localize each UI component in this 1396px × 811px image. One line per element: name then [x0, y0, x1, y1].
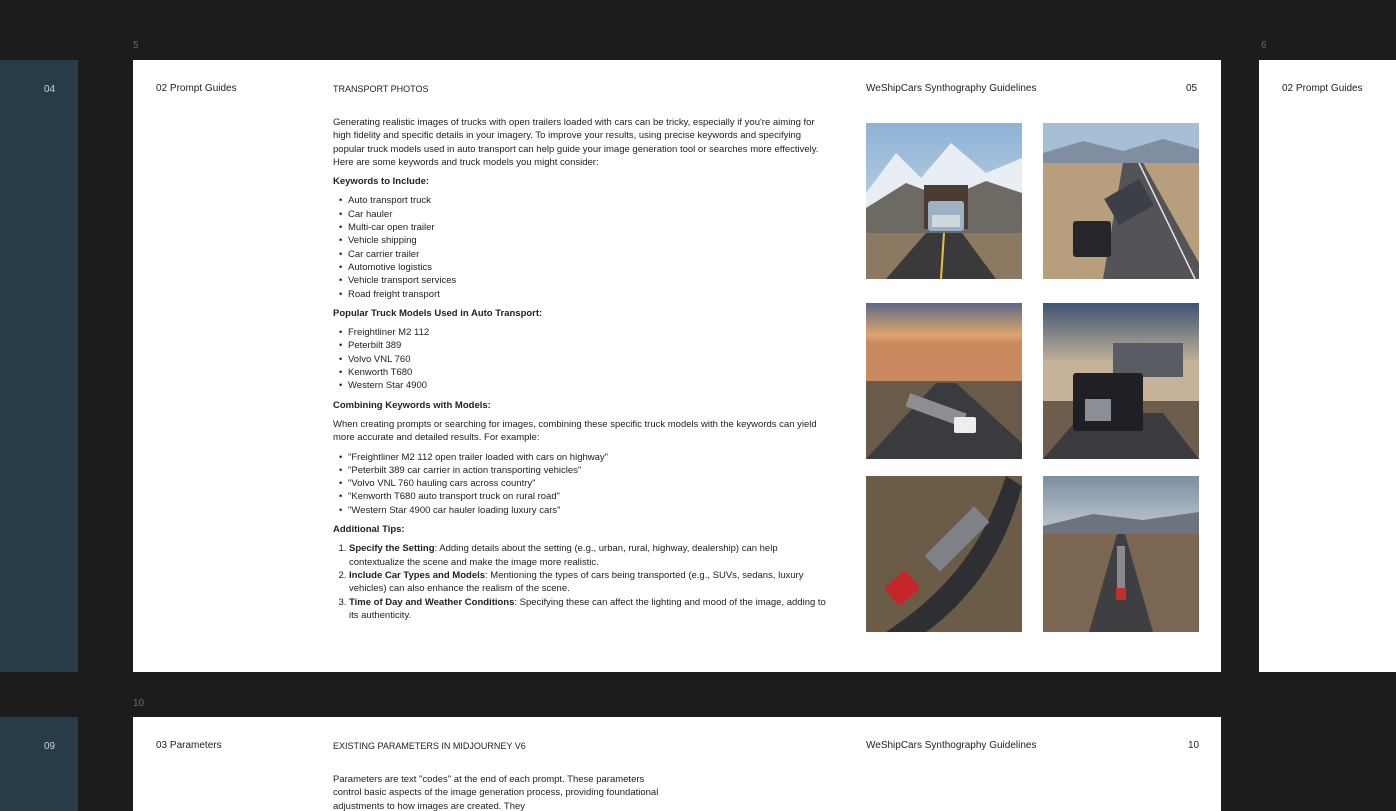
list-item: • "Volvo VNL 760 hauling cars across country" [339, 477, 833, 490]
tip-item [349, 569, 833, 596]
list-item: • Freightliner M2 112 [339, 326, 833, 339]
tip-item [349, 542, 833, 569]
truck-photo-snowy-mountains[interactable] [866, 123, 1022, 279]
tip-text: : Adding details about the setting (e.g., urban, rural, highway, dealership) can help contextualize the scene and make the image more realistic. [349, 543, 778, 568]
tip-text: : Specifying these can affect the lighting and mood of the image, adding to its authenticity. [349, 596, 826, 621]
list-item: • Western Star 4900 [339, 379, 833, 392]
truck-photo-dusk-black-truck[interactable] [1043, 303, 1199, 459]
list-item: • Vehicle shipping [339, 234, 833, 247]
models-heading: Popular Truck Models Used in Auto Transport: [333, 307, 543, 319]
keywords-list [339, 194, 833, 300]
tip-text: : Mentioning the types of cars being transported (e.g., SUVs, sedans, luxury vehicles) can also enhance the realism of the scene. [349, 569, 804, 595]
prev-page-panel-09[interactable] [0, 717, 78, 811]
tip-title: Include Car Types and Models [349, 569, 486, 581]
truck-photo-red-truck-curve[interactable] [866, 476, 1022, 632]
list-item: • "Western Star 4900 car hauler loading luxury cars" [339, 504, 833, 517]
tip-item [349, 596, 833, 623]
frame-number-6: 6 [1261, 40, 1267, 51]
tip-title: Specify the Setting [349, 543, 435, 555]
brand-label: WeShipCars Synthography Guidelines [866, 740, 1037, 751]
models-list [339, 326, 833, 392]
list-item: • "Kenworth T680 auto transport truck on rural road" [339, 490, 833, 503]
truck-photo-desert-highway[interactable] [1043, 123, 1199, 279]
truck-photo-sunset-road[interactable] [866, 303, 1022, 459]
page-number: 10 [1188, 740, 1200, 751]
page-06[interactable] [1259, 60, 1396, 672]
page-05[interactable] [133, 60, 1221, 672]
examples-list [339, 451, 833, 517]
page-number: 05 [1186, 83, 1198, 94]
prev-page-number: 04 [44, 84, 56, 95]
section-label: 02 Prompt Guides [156, 83, 237, 94]
tips-heading: Additional Tips: [333, 524, 405, 536]
list-item: • Automotive logistics [339, 261, 833, 274]
prev-page-panel-04[interactable] [0, 60, 78, 672]
page-title: TRANSPORT PHOTOS [333, 84, 429, 94]
tips-list [349, 542, 833, 622]
intro-paragraph: Parameters are text "codes" at the end of each prompt. These parameters control basic aspects of the image generation process, providing foundational adjustments to how images are created. They [333, 774, 659, 811]
section-label: 03 Parameters [156, 740, 222, 751]
list-item: • Car hauler [339, 208, 833, 221]
list-item: • Multi-car open trailer [339, 221, 833, 234]
intro-paragraph: Generating realistic images of trucks with open trailers loaded with cars can be tricky, especially if you're aiming for high fidelity and specific details in your imagery. To improve your results, using precise keywords and specifying popular truck models used in auto transport can help guide your image generation tool or searches more effectively. Here are some keywords and truck models you might consider: [333, 117, 819, 168]
prev-page-number: 09 [44, 741, 56, 752]
brand-label: WeShipCars Synthography Guidelines [866, 83, 1037, 94]
list-item: • Kenworth T680 [339, 366, 833, 379]
list-item: • Peterbilt 389 [339, 339, 833, 352]
list-item: • Auto transport truck [339, 194, 833, 207]
frame-number-10: 10 [133, 698, 145, 709]
list-item: • "Peterbilt 389 car carrier in action transporting vehicles" [339, 464, 833, 477]
combining-paragraph: When creating prompts or searching for images, combining these specific truck models with the keywords can yield more accurate and detailed results. For example: [333, 418, 817, 444]
list-item: • Road freight transport [339, 288, 833, 301]
section-label: 02 Prompt Guides [1282, 83, 1363, 94]
truck-photo-long-straight-road[interactable] [1043, 476, 1199, 632]
list-item: • Volvo VNL 760 [339, 353, 833, 366]
tip-title: Time of Day and Weather Conditions [349, 596, 515, 608]
page-10[interactable] [133, 717, 1221, 811]
keywords-heading: Keywords to Include: [333, 176, 430, 188]
list-item: • Vehicle transport services [339, 274, 833, 287]
article-body [333, 116, 833, 626]
page-title: EXISTING PARAMETERS IN MIDJOURNEY V6 [333, 741, 526, 751]
list-item: • "Freightliner M2 112 open trailer loaded with cars on highway" [339, 451, 833, 464]
list-item: • Car carrier trailer [339, 248, 833, 261]
frame-number-5: 5 [133, 40, 139, 51]
combining-heading: Combining Keywords with Models: [333, 399, 491, 411]
